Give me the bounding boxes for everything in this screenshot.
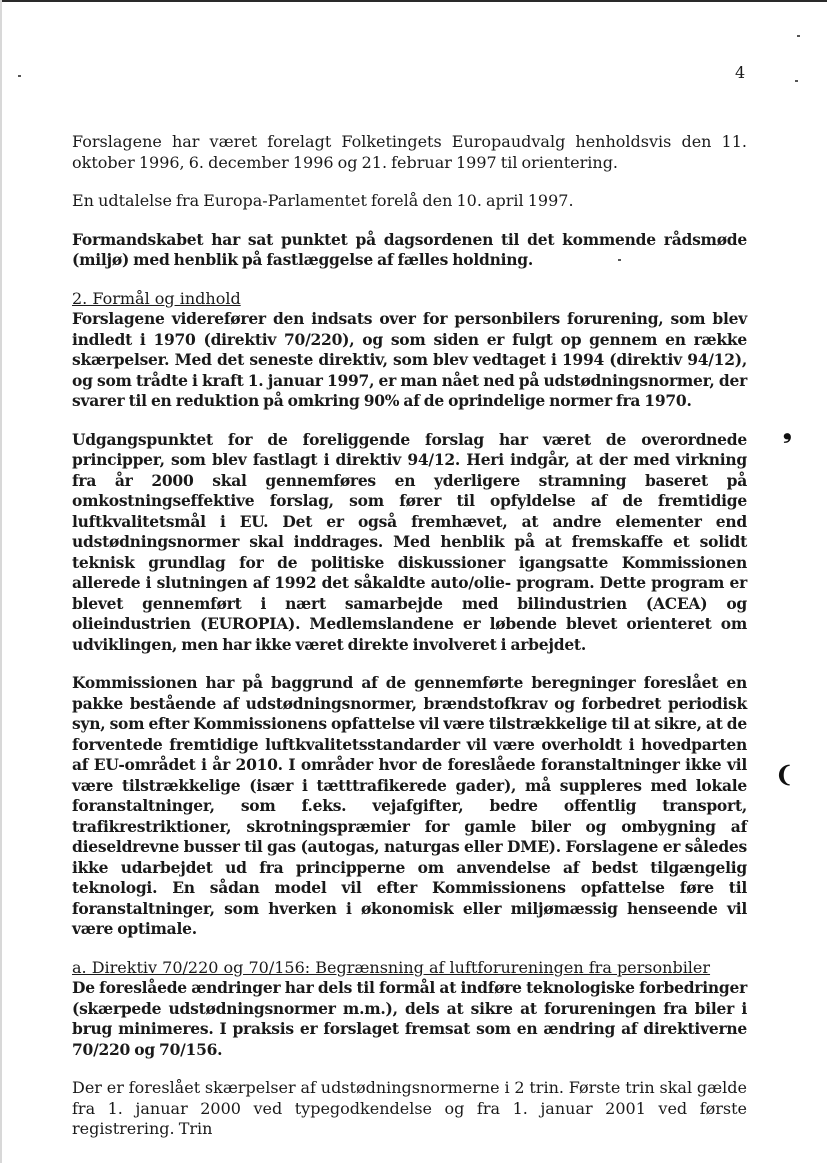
paragraph-formandskabet: Formandskabet har sat punktet på dagsordenen til det kommende rådsmøde (miljø) med henblik på fastlæggelse af fælles holdning. (72, 229, 747, 269)
scan-speck (797, 35, 800, 37)
section-formaal (72, 289, 747, 412)
margin-mark: ❟ (783, 418, 792, 444)
page-number: 4 (735, 63, 746, 82)
paragraph-aendringer: De foreslåede ændringer har dels til formål at indføre teknologiske forbedringer (skærpede udstødningsnormer m.m.), dels at sikre at forureningen fra biler i brug minimeres. I praksis er forslaget fremsat som en ændring af direktiverne 70/220 og 70/156. (72, 978, 747, 1059)
paragraph-kommissionen: Kommissionen har på baggrund af de gennemførte beregninger foreslået en pakke bestående af udstødningsnormer, brændstofkrav og forbedret periodisk syn, som efter Kommissionens opfattelse vil være tilstrækkelige til at sikre, at de forventede fremtidige luftkvalitetsstandarder vil være overholdt i hovedparten af EU-området i år 2010. I områder hvor de foreslåede foranstaltninger ikke vil være tilstrækkelige (især i tætttrafikerede gader), må suppleres med lokale foranstaltninger, som f.eks. vejafgifter, bedre offentlig transport, trafikrestriktioner, skrotningspræmier for gamle biler og ombygning af dieseldrevne busser til gas (autogas, naturgas eller DME). Forslagene er således ikke udarbejdet ud fra principperne om anvendelse af bedst tilgængelig teknologi. En sådan model vil efter Kommissionens opfattelse føre til foranstaltninger, som hverken i økonomisk eller miljømæssig henseende vil være optimale. (72, 673, 747, 938)
section-direktiv (72, 958, 747, 1061)
scan-speck (18, 75, 21, 77)
paragraph-udgangspunktet: Udgangspunktet for de foreliggende forslag har været de overordnede principper, som blev fastlagt i direktiv 94/12. Heri indgår, at der med virkning fra år 2000 skal gennemføres en yderligere stramning baseret på omkostningseffektive forslag, som fører til opfyldelse af de fremtidige luftkvalitetsmål i EU. Det er også fremhævet, at andre elementer end udstødningsnormer skal inddrages. Med henblik på at fremskaffe et solidt teknisk grundlag for de politiske diskussioner igangsatte Kommissionen allerede i slutningen af 1992 det såkaldte auto/olie- program. Dette program er blevet gennemført i nært samarbejde med bilindustrien (ACEA) og olieindustrien (EUROPIA). Medlemslandene er løbende blevet orienteret om udviklingen, men har ikke været direkte involveret i arbejdet. (72, 429, 747, 654)
scan-speck (795, 80, 798, 82)
paragraph-forelagt: Forslagene har været forelagt Folketingets Europaudvalg henholdsvis den 11. oktober 1996, 6. december 1996 og 21. februar 1997 til orientering. (72, 132, 747, 172)
section-heading: 2. Formål og indhold (72, 288, 241, 308)
document-body (72, 132, 747, 1158)
margin-mark: ❨ (775, 762, 794, 788)
paragraph-udtalelse: En udtalelse fra Europa-Parlamentet forelå den 10. april 1997. (72, 191, 574, 210)
paragraph-viderefoerer: Forslagene viderefører den indsats over for personbilers forurening, som blev indledt i 1970 (direktiv 70/220), og som siden er fulgt op gennem en række skærpelser. Med det seneste direktiv, som blev vedtaget i 1994 (direktiv 94/12), og som trådte i kraft 1. januar 1997, er man nået ned på udstødningsnormer, der svarer til en reduktion på omkring 90% af de oprindelige normer fra 1970. (72, 309, 747, 410)
section-heading: a. Direktiv 70/220 og 70/156: Begrænsning af luftforureningen fra personbiler (72, 957, 711, 977)
top-border-line (0, 0, 827, 2)
left-border-line (0, 0, 2, 1163)
paragraph-skaerpelser: Der er foreslået skærpelser af udstødningsnormerne i 2 trin. Første trin skal gælde fra 1. januar 2000 ved typegodkendelse og fra 1. januar 2001 ved første registrering. Trin (72, 1078, 747, 1138)
